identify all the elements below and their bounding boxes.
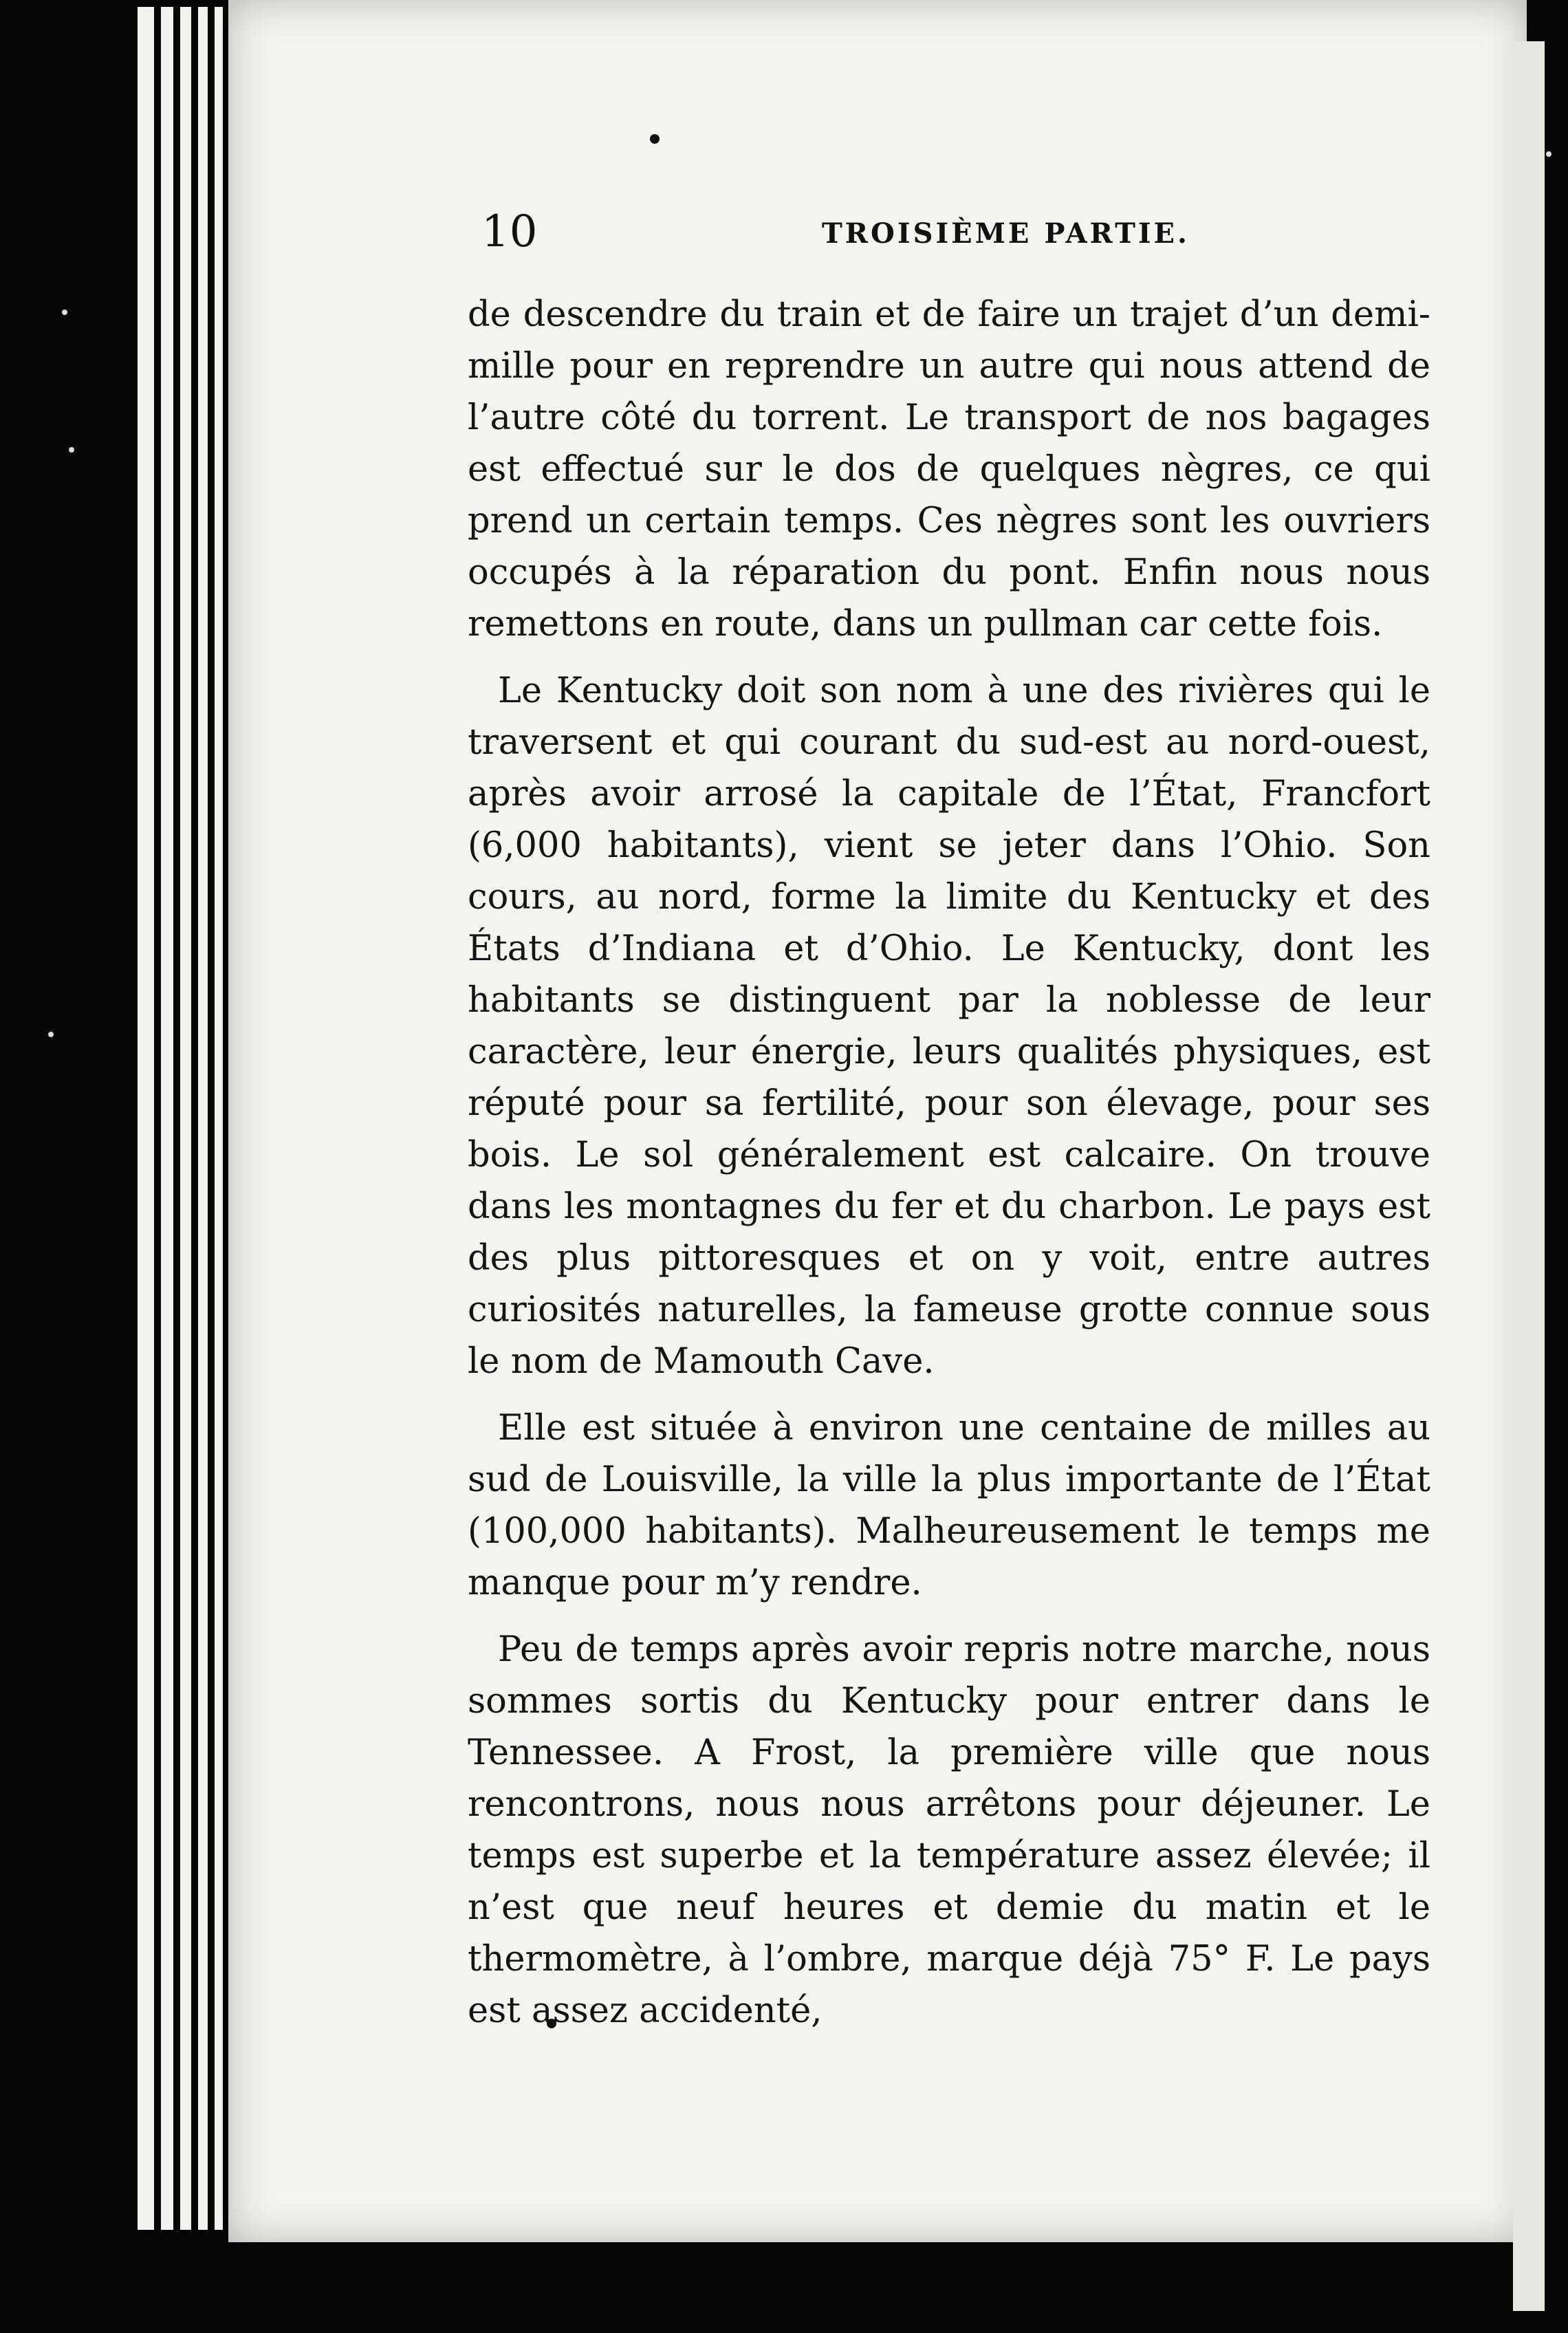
- page-edge: [180, 7, 191, 2230]
- paragraph: de descendre du train et de faire un trajet d’un demi-mille pour en reprendre un autre qui nous attend de l’autre côté du torrent. Le transport de nos bagages est effectué sur le dos de quelques nègres, ce qui prend un certain temps. Ces nègres sont les ouvriers occupés à la réparation du pont. Enfin nous nous remettons en route, dans un pullman car cette fois.: [468, 294, 1430, 644]
- dust-speck: [69, 447, 74, 453]
- page-number: 10: [481, 206, 538, 257]
- ink-spot: [650, 134, 660, 144]
- paragraph: Le Kentucky doit son nom à une des rivières qui le traversent et qui courant du sud-est au nord-ouest, après avoir arrosé la capitale de l’État, Francfort (6,000 habitants), vient se jeter dans l’Ohio. Son cours, au nord, forme la limite du Kentucky et des États d’Indiana et d’Ohio. Le Kentucky, dont les habitants se distinguent par la noblesse de leur caractère, leur énergie, leurs qualités physiques, est réputé pour sa fertilité, pour son élevage, pour ses bois. Le sol généralement est calcaire. On trouve dans les montagnes du fer et du charbon. Le pays est des plus pittoresques et on y voit, entre autres curiosités naturelles, la fameuse grotte connue sous le nom de Mamouth Cave.: [468, 671, 1430, 1382]
- page-edge: [215, 7, 223, 2230]
- page-edge: [161, 7, 173, 2230]
- dust-speck: [62, 310, 67, 315]
- dust-speck: [1546, 151, 1551, 157]
- page-edge: [138, 7, 154, 2230]
- running-title: TROISIÈME PARTIE.: [822, 217, 1190, 250]
- page-right-edge: [1513, 41, 1545, 2311]
- body-text: [468, 289, 1430, 2052]
- paragraph: Peu de temps après avoir repris notre marche, nous sommes sortis du Kentucky pour entrer dans le Tennessee. A Frost, la première ville que nous rencontrons, nous nous arrêtons pour déjeuner. Le temps est superbe et la température assez élevée; il n’est que neuf heures et demie du matin et le thermomètre, à l’ombre, marque déjà 75° F. Le pays est assez accidenté,: [468, 1629, 1430, 2031]
- page-edge: [198, 7, 208, 2230]
- running-header: [481, 206, 1444, 268]
- dust-speck: [48, 1032, 54, 1037]
- paragraph: Elle est située à environ une centaine de milles au sud de Louisville, la ville la plus importante de l’État (100,000 habitants). Malheureusement le temps me manque pour m’y rendre.: [468, 1408, 1430, 1603]
